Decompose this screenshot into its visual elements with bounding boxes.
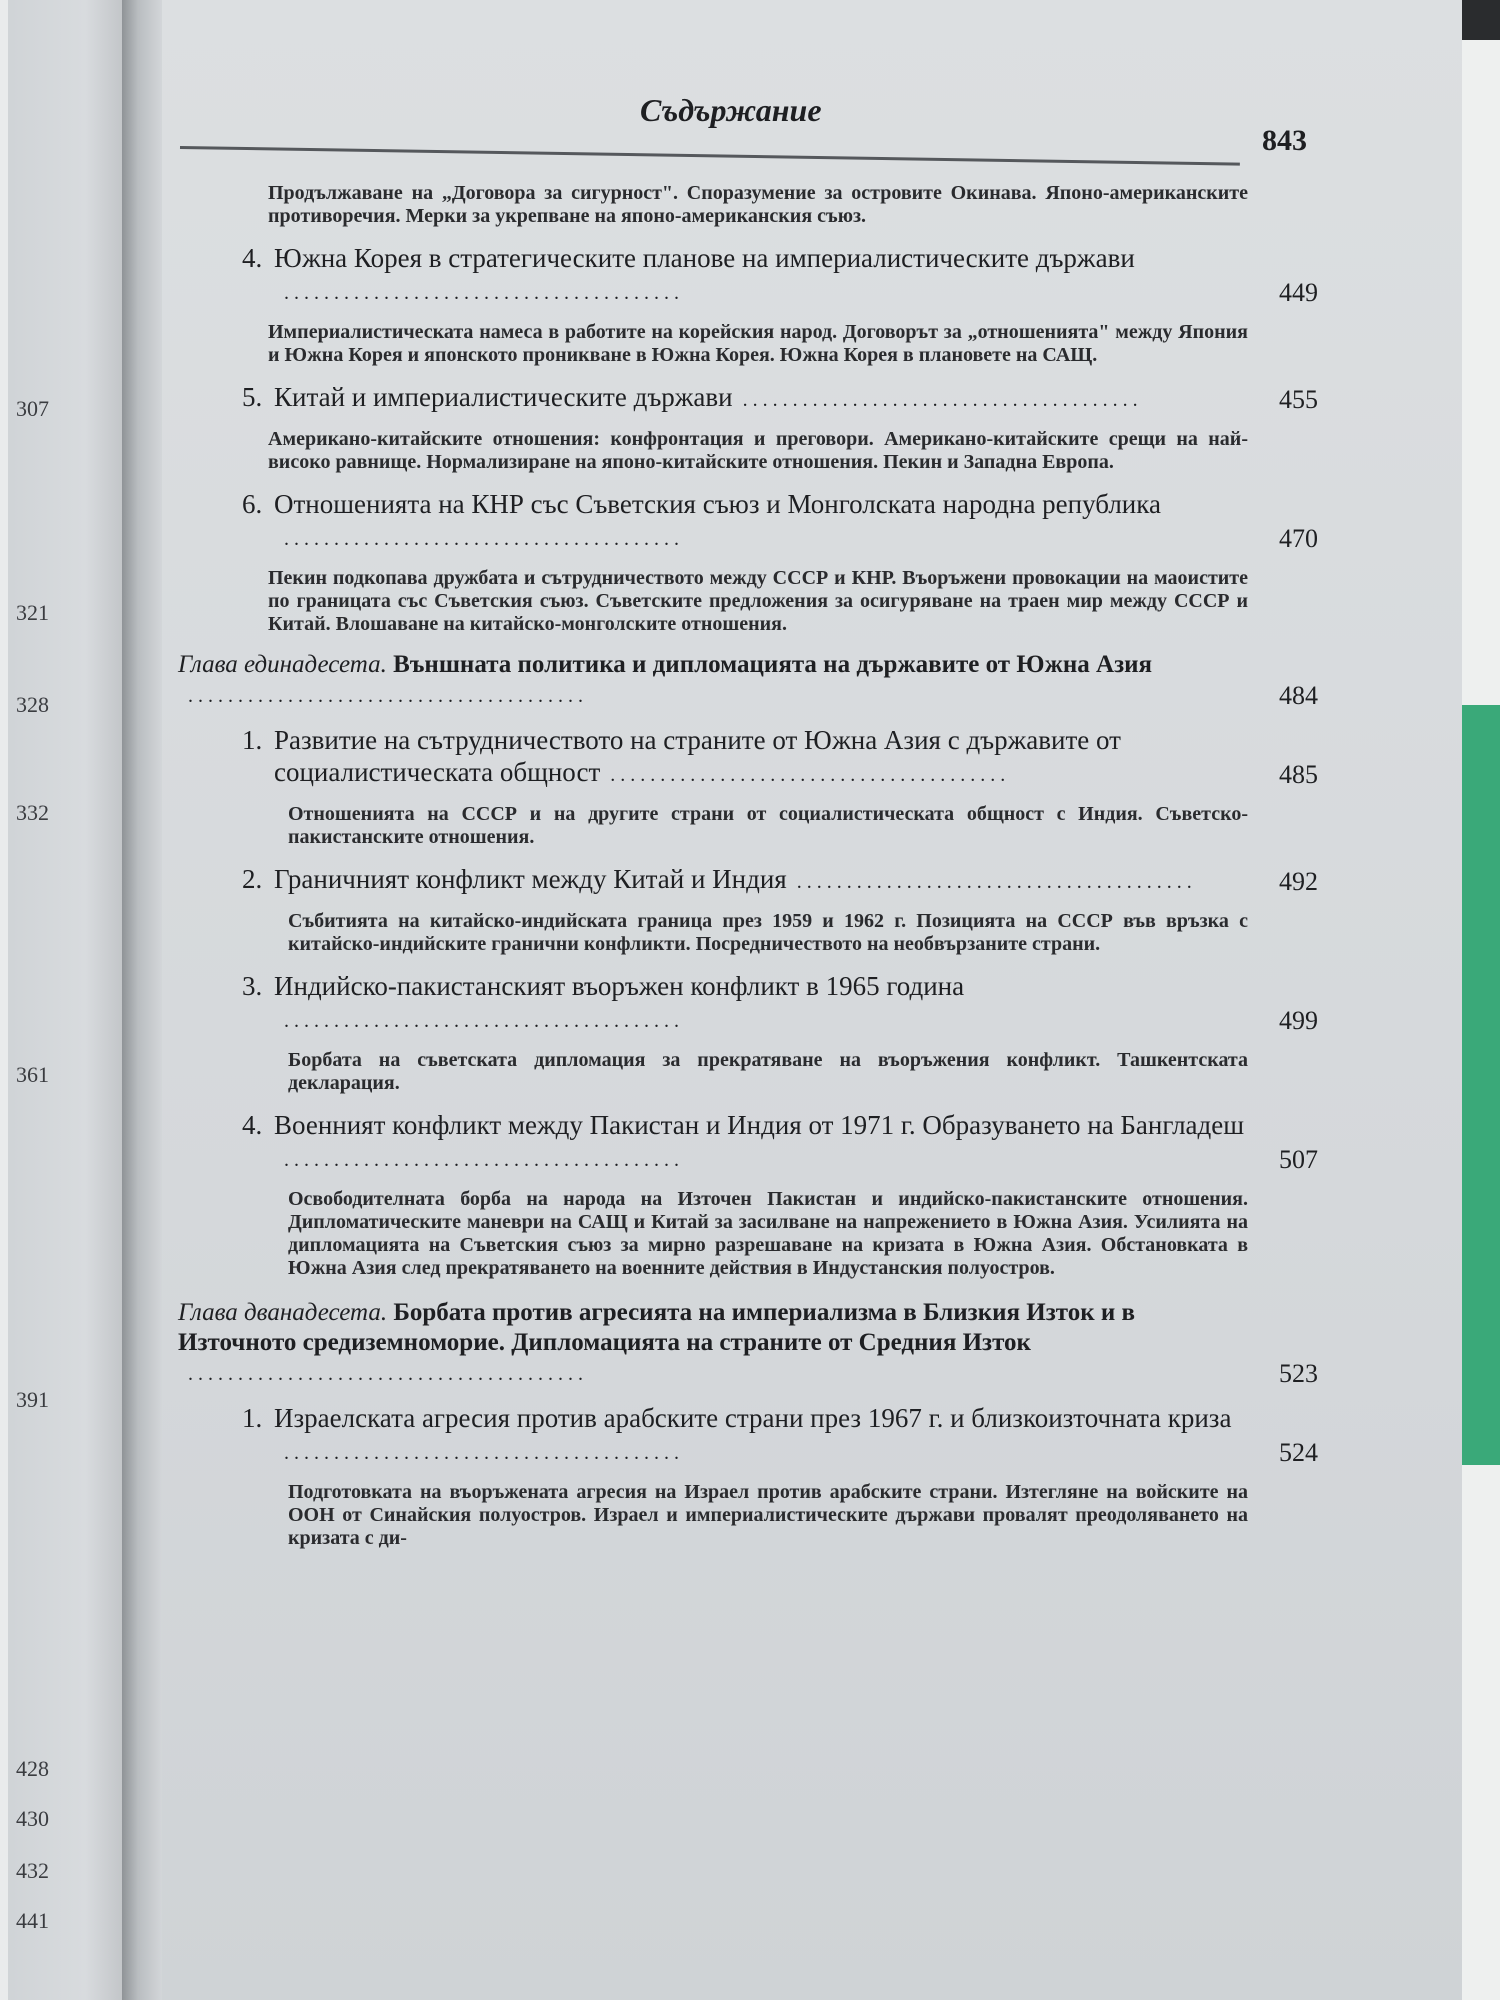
section-summary: Американо-китайските отношения: конфронтация и преговори. Американо-китайските срещи на най-високо равнище. Нормализиране на японо-китайските отношения. Пекин и Западна Европа.	[268, 428, 1248, 473]
left-page-number: 328	[16, 692, 49, 717]
dot-leader: . . . . . . . . . . . . . . . . . . . . . . . . . . . . . . . . . . . . . . . .	[188, 1363, 583, 1385]
left-page-number: 432	[16, 1858, 49, 1883]
entry-title: Индийско-пакистанският въоръжен конфликт в 1965 година	[274, 971, 965, 1001]
toc-entry	[242, 863, 1318, 898]
dot-leader: . . . . . . . . . . . . . . . . . . . . . . . . . . . . . . . . . . . . . . . .	[284, 1149, 679, 1171]
entry-page: 470	[1279, 524, 1318, 553]
running-header: Съдържание	[640, 92, 822, 128]
entry-title: Развитие на сътрудничеството на страните от Южна Азия с държавите от социалистическата общност	[274, 725, 1121, 787]
background-corner	[1462, 0, 1500, 40]
book-gutter	[122, 0, 162, 2000]
section-summary: Империалистическата намеса в работите на корейския народ. Договорът за „отношенията" между Япония и Южна Корея и японското проникване в Южна Корея. Южна Корея в плановете на САЩ.	[268, 321, 1248, 366]
entry-page: 449	[1279, 278, 1318, 307]
chapter-label: Глава единадесета.	[178, 651, 387, 678]
toc-entry	[242, 724, 1318, 791]
chapter-heading	[178, 1298, 1318, 1390]
entry-page: 524	[1279, 1438, 1318, 1467]
left-page-number: 430	[16, 1806, 49, 1831]
left-page-number: 361	[16, 1062, 49, 1087]
chapter-title: Външната политика и дипломацията на държавите от Южна Азия	[393, 651, 1153, 678]
entry-page: 455	[1279, 385, 1318, 414]
entry-page: 492	[1279, 867, 1318, 896]
left-page-edge	[0, 0, 8, 2000]
section-summary: Продължаване на „Договора за сигурност". Споразумение за островите Окинава. Японо-американските противоречия. Мерки за укрепване на японо-американския съюз.	[268, 182, 1248, 227]
chapter-page: 484	[1279, 681, 1318, 710]
entry-title: Китай и империалистическите държави	[274, 382, 733, 412]
chapter-title: Борбата против агресията на империализма в Близкия Изток и в Източното средиземноморие. Дипломацията на страните от Средния Изток	[178, 1299, 1136, 1356]
entry-title: Военният конфликт между Пакистан и Индия от 1971 г. Образуването на Бангладеш	[274, 1110, 1245, 1140]
toc-entry	[242, 242, 1318, 309]
entry-page: 485	[1279, 760, 1318, 789]
entry-number: 4.	[242, 1110, 263, 1140]
dot-leader: . . . . . . . . . . . . . . . . . . . . . . . . . . . . . . . . . . . . . . . .	[610, 764, 1006, 786]
left-page-number: 428	[16, 1756, 49, 1781]
dot-leader: . . . . . . . . . . . . . . . . . . . . . . . . . . . . . . . . . . . . . . . .	[284, 528, 679, 550]
entry-number: 2.	[242, 864, 263, 894]
entry-number: 1.	[242, 1403, 263, 1433]
dot-leader: . . . . . . . . . . . . . . . . . . . . . . . . . . . . . . . . . . . . . . . .	[284, 1010, 679, 1032]
left-page	[0, 0, 122, 2000]
entry-title: Южна Корея в стратегическите планове на империалистическите държави	[274, 243, 1135, 273]
dot-leader: . . . . . . . . . . . . . . . . . . . . . . . . . . . . . . . . . . . . . . . .	[284, 1442, 679, 1464]
section-summary: Събитията на китайско-индийската граница през 1959 и 1962 г. Позицията на СССР във връзка с китайско-индийските гранични конфликти. Посредничеството на необвързаните страни.	[288, 910, 1248, 955]
section-summary: Борбата на съветската дипломация за прекратяване на въоръжения конфликт. Ташкентската декларация.	[288, 1049, 1248, 1094]
background-green-object	[1462, 705, 1500, 1465]
entry-number: 3.	[242, 971, 263, 1001]
chapter-page: 523	[1279, 1359, 1318, 1388]
left-page-number: 332	[16, 800, 49, 825]
dot-leader: . . . . . . . . . . . . . . . . . . . . . . . . . . . . . . . . . . . . . . . .	[796, 871, 1192, 893]
entry-number: 6.	[242, 489, 263, 519]
section-summary: Отношенията на СССР и на другите страни от социалистическата общност с Индия. Съветско-пакистанските отношения.	[288, 803, 1248, 848]
left-page-number: 321	[16, 600, 49, 625]
chapter-label: Глава дванадесета.	[178, 1299, 388, 1326]
toc-entry	[242, 970, 1318, 1037]
section-summary: Подготовката на въоръжената агресия на Израел против арабските страни. Изтегляне на войските на ООН от Синайския полуостров. Израел и империалистическите държави провалят преодоляването на кризата с ди-	[288, 1481, 1248, 1549]
entry-page: 499	[1279, 1006, 1318, 1035]
entry-title: Граничният конфликт между Китай и Индия	[274, 864, 787, 894]
left-page-number: 441	[16, 1908, 49, 1933]
section-summary: Пекин подкопава дружбата и сътрудничеството между СССР и КНР. Въоръжени провокации на маоистите по границата със Съветския съюз. Съветските предложения за осигуряване на траен мир между СССР и Китай. Влошаване на китайско-монголските отношения.	[268, 567, 1248, 635]
chapter-heading	[178, 650, 1318, 712]
dot-leader: . . . . . . . . . . . . . . . . . . . . . . . . . . . . . . . . . . . . . . . .	[188, 685, 583, 707]
section-summary: Освободителната борба на народа на Източен Пакистан и индийско-пакистанските отношения. Дипломатическите маневри на САЩ и Китай за засилване на напрежението в Южна Азия. Усилията на дипломацията на Съветския съюз за мирно разрешаване на кризата в Южна Азия. Обстановката в Южна Азия след прекратяването на военните действия в Индустанския полуостров.	[288, 1188, 1248, 1279]
entry-title: Отношенията на КНР със Съветския съюз и Монголската народна република	[274, 489, 1161, 519]
left-page-number: 307	[16, 396, 49, 421]
toc-entry	[242, 381, 1318, 416]
toc-entry	[242, 1109, 1318, 1176]
dot-leader: . . . . . . . . . . . . . . . . . . . . . . . . . . . . . . . . . . . . . . . .	[742, 389, 1138, 411]
dot-leader: . . . . . . . . . . . . . . . . . . . . . . . . . . . . . . . . . . . . . . . .	[284, 282, 679, 304]
left-page-number: 391	[16, 1387, 49, 1412]
toc-content	[178, 182, 1318, 1564]
toc-entry	[242, 1402, 1318, 1469]
toc-entry	[242, 488, 1318, 555]
entry-title: Израелската агресия против арабските страни през 1967 г. и близкоизточната криза	[274, 1403, 1232, 1433]
entry-number: 1.	[242, 725, 263, 755]
entry-page: 507	[1279, 1145, 1318, 1174]
entry-number: 5.	[242, 382, 263, 412]
page-number: 843	[1262, 124, 1307, 157]
entry-number: 4.	[242, 243, 263, 273]
